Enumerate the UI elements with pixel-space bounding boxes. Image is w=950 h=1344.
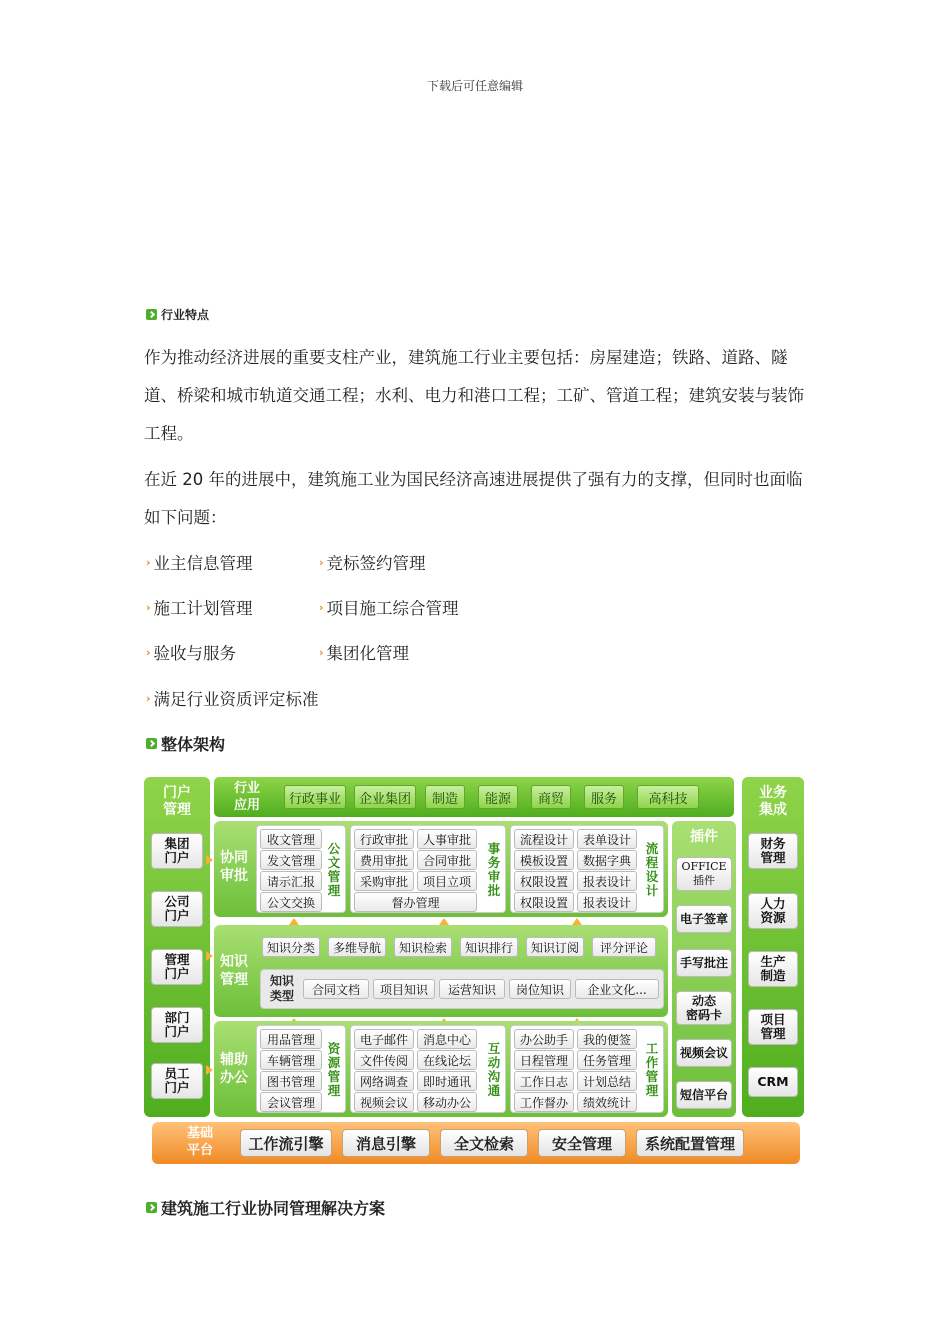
resource-item: 图书管理 — [260, 1071, 322, 1091]
industry-item: 能源 — [478, 785, 518, 809]
affair-item: 项目立项 — [417, 871, 477, 891]
industry-title: 行业 应用 — [233, 781, 260, 813]
up-arrow-icon — [439, 918, 449, 925]
office-label: 辅助 办公 — [220, 1052, 248, 1086]
affair-item: 人事审批 — [417, 829, 477, 849]
doc-item: 收文管理 — [260, 829, 322, 849]
section-title-architecture — [146, 732, 225, 755]
interaction-item: 电子邮件 — [354, 1029, 414, 1049]
integration-item: 人力 资源 — [748, 893, 798, 929]
bullet-arrow-icon: › — [146, 645, 151, 659]
plugin-item: 电子签章 — [676, 905, 732, 933]
integration-item: CRM — [748, 1067, 798, 1097]
bullet-item: › 集团化管理 — [319, 644, 410, 663]
affair-item: 行政审批 — [354, 829, 414, 849]
interaction-box — [350, 1025, 506, 1113]
bullet-item: › 施工计划管理 — [146, 599, 253, 618]
resource-item: 用品管理 — [260, 1029, 322, 1049]
flow-item: 模板设置 — [514, 850, 574, 870]
doc-item: 请示汇报 — [260, 871, 322, 891]
portal-item: 管理 门户 — [151, 949, 203, 985]
interaction-item: 消息中心 — [417, 1029, 477, 1049]
section-title-text: 整体架构 — [161, 735, 226, 754]
up-arrow-icon — [289, 918, 299, 925]
work-item: 办公助手 — [514, 1029, 574, 1049]
bullet-arrow-icon: › — [146, 691, 151, 705]
plugins-title: 插件 — [690, 829, 718, 845]
knowledge-label: 知识 管理 — [220, 954, 248, 988]
knowledge-type-item: 企业文化... — [575, 979, 659, 999]
industry-item: 行政事业 — [284, 785, 346, 809]
integration-item: 财务 管理 — [748, 833, 798, 869]
base-platform-item: 工作流引擎 — [240, 1129, 332, 1157]
bullet-item: › 业主信息管理 — [146, 554, 253, 573]
flow-item: 报表设计 — [577, 871, 637, 891]
work-item: 工作日志 — [514, 1071, 574, 1091]
base-platform-item: 全文检索 — [440, 1129, 528, 1157]
bullet-arrow-icon: › — [319, 645, 324, 659]
base-platform-item: 安全管理 — [538, 1129, 626, 1157]
affair-item: 督办管理 — [354, 892, 477, 912]
bullet-item: › 项目施工综合管理 — [319, 599, 459, 618]
flow-item: 数据字典 — [577, 850, 637, 870]
integration-title: 业务 集成 — [759, 785, 787, 818]
affair-item: 合同审批 — [417, 850, 477, 870]
work-item: 我的便签 — [577, 1029, 637, 1049]
bullet-arrow-icon: › — [319, 555, 324, 569]
knowledge-type-item: 岗位知识 — [509, 979, 571, 999]
section-arrow-icon — [146, 1202, 157, 1213]
affair-item: 费用审批 — [354, 850, 414, 870]
base-platform-title: 基础 平台 — [186, 1126, 213, 1158]
collab-label: 协同 审批 — [220, 850, 248, 884]
section-title-text: 建筑施工行业协同管理解决方案 — [161, 1199, 386, 1218]
flow-item: 流程设计 — [514, 829, 574, 849]
doc-item: 公文交换 — [260, 892, 322, 912]
interaction-item: 视频会议 — [354, 1092, 414, 1112]
right-arrow-icon — [206, 1065, 213, 1075]
resource-item: 车辆管理 — [260, 1050, 322, 1070]
industry-item: 企业集团 — [354, 785, 416, 809]
doc-item: 发文管理 — [260, 850, 322, 870]
affair-item: 采购审批 — [354, 871, 414, 891]
office-panel — [214, 1021, 668, 1117]
portal-item: 部门 门户 — [151, 1007, 203, 1043]
flow-item: 权限设置 — [514, 871, 574, 891]
industry-bar — [214, 777, 734, 817]
bullet-item: › 竞标签约管理 — [319, 554, 426, 573]
section-title-text: 行业特点 — [161, 308, 210, 322]
interaction-item: 移动办公 — [417, 1092, 477, 1112]
interaction-label: 互动沟通 — [487, 1041, 501, 1098]
bullet-item: › 满足行业资质评定标准 — [146, 690, 319, 709]
plugin-item: 短信平台 — [676, 1081, 732, 1109]
section-arrow-icon — [146, 309, 157, 320]
flow-item: 报表设计 — [577, 892, 637, 912]
flow-design-label: 流程设计 — [645, 841, 659, 898]
section-arrow-icon — [146, 738, 157, 749]
portal-item: 员工 门户 — [151, 1063, 203, 1099]
flow-item: 表单设计 — [577, 829, 637, 849]
affair-approval-box — [350, 825, 506, 913]
bullet-arrow-icon: › — [319, 600, 324, 614]
integration-column — [742, 777, 804, 1117]
plugin-item: OFFICE 插件 — [676, 857, 732, 891]
right-arrow-icon — [206, 855, 213, 865]
header-note: 下载后可任意编辑 — [426, 79, 523, 93]
knowledge-item: 知识订阅 — [526, 937, 584, 957]
knowledge-type-label: 知识 类型 — [269, 974, 294, 1003]
work-item: 工作督办 — [514, 1092, 574, 1112]
flow-item: 权限设置 — [514, 892, 574, 912]
interaction-item: 文件传阅 — [354, 1050, 414, 1070]
work-item: 计划总结 — [577, 1071, 637, 1091]
architecture-diagram — [144, 775, 806, 1165]
doc-management-box — [256, 825, 346, 913]
base-platform-item: 消息引擎 — [342, 1129, 430, 1157]
knowledge-item: 评分评论 — [592, 937, 656, 957]
resource-item: 会议管理 — [260, 1092, 322, 1112]
work-item: 日程管理 — [514, 1050, 574, 1070]
collab-panel — [214, 821, 668, 917]
portal-title: 门户 管理 — [163, 785, 191, 818]
affair-approval-label: 事务审批 — [487, 841, 501, 898]
work-management-label: 工作管理 — [645, 1041, 659, 1098]
work-management-box — [510, 1025, 664, 1113]
work-item: 任务管理 — [577, 1050, 637, 1070]
plugin-item: 动态 密码卡 — [676, 991, 732, 1025]
knowledge-type-item: 运营知识 — [439, 979, 505, 999]
right-arrow-icon — [206, 951, 213, 961]
bullet-item: › 验收与服务 — [146, 644, 237, 663]
industry-item: 制造 — [425, 785, 465, 809]
plugins-column — [672, 821, 736, 1117]
bullet-arrow-icon: › — [146, 555, 151, 569]
knowledge-panel — [214, 925, 668, 1017]
integration-item: 项目 管理 — [748, 1009, 798, 1045]
knowledge-item: 知识检索 — [394, 937, 452, 957]
interaction-item: 在线论坛 — [417, 1050, 477, 1070]
section-title-features — [146, 306, 209, 323]
work-item: 绩效统计 — [577, 1092, 637, 1112]
base-platform-bar — [152, 1122, 800, 1164]
resource-management-label: 资源管理 — [327, 1041, 341, 1098]
section-title-solution — [146, 1196, 385, 1219]
doc-management-label: 公文管理 — [327, 841, 341, 898]
flow-design-box — [510, 825, 664, 913]
knowledge-type-box — [260, 969, 664, 1009]
knowledge-type-item: 合同文档 — [303, 979, 369, 999]
paragraph-problems: 在近 20 年的进展中，建筑施工业为国民经济高速进展提供了强有力的支撑，但同时也面临如下问题： — [144, 470, 803, 527]
resource-management-box — [256, 1025, 346, 1113]
bullet-arrow-icon: › — [146, 600, 151, 614]
integration-item: 生产 制造 — [748, 951, 798, 987]
interaction-item: 网络调查 — [354, 1071, 414, 1091]
portal-item: 集团 门户 — [151, 833, 203, 869]
paragraph-intro: 作为推动经济进展的重要支柱产业，建筑施工行业主要包括：房屋建造；铁路、道路、隧道、桥梁和城市轨道交通工程；水利、电力和港口工程；工矿、管道工程；建筑安装与装饰工程。 — [144, 348, 804, 443]
knowledge-type-item: 项目知识 — [373, 979, 435, 999]
plugin-item: 手写批注 — [676, 949, 732, 977]
knowledge-item: 知识排行 — [460, 937, 518, 957]
knowledge-item: 多维导航 — [328, 937, 386, 957]
knowledge-item: 知识分类 — [262, 937, 320, 957]
industry-item: 商贸 — [531, 785, 571, 809]
portal-column — [144, 777, 210, 1117]
up-arrow-icon — [572, 918, 582, 925]
plugin-item: 视频会议 — [676, 1039, 732, 1067]
industry-item: 高科技 — [637, 785, 699, 809]
base-platform-item: 系统配置管理 — [636, 1129, 744, 1157]
interaction-item: 即时通讯 — [417, 1071, 477, 1091]
portal-item: 公司 门户 — [151, 891, 203, 927]
industry-item: 服务 — [584, 785, 624, 809]
